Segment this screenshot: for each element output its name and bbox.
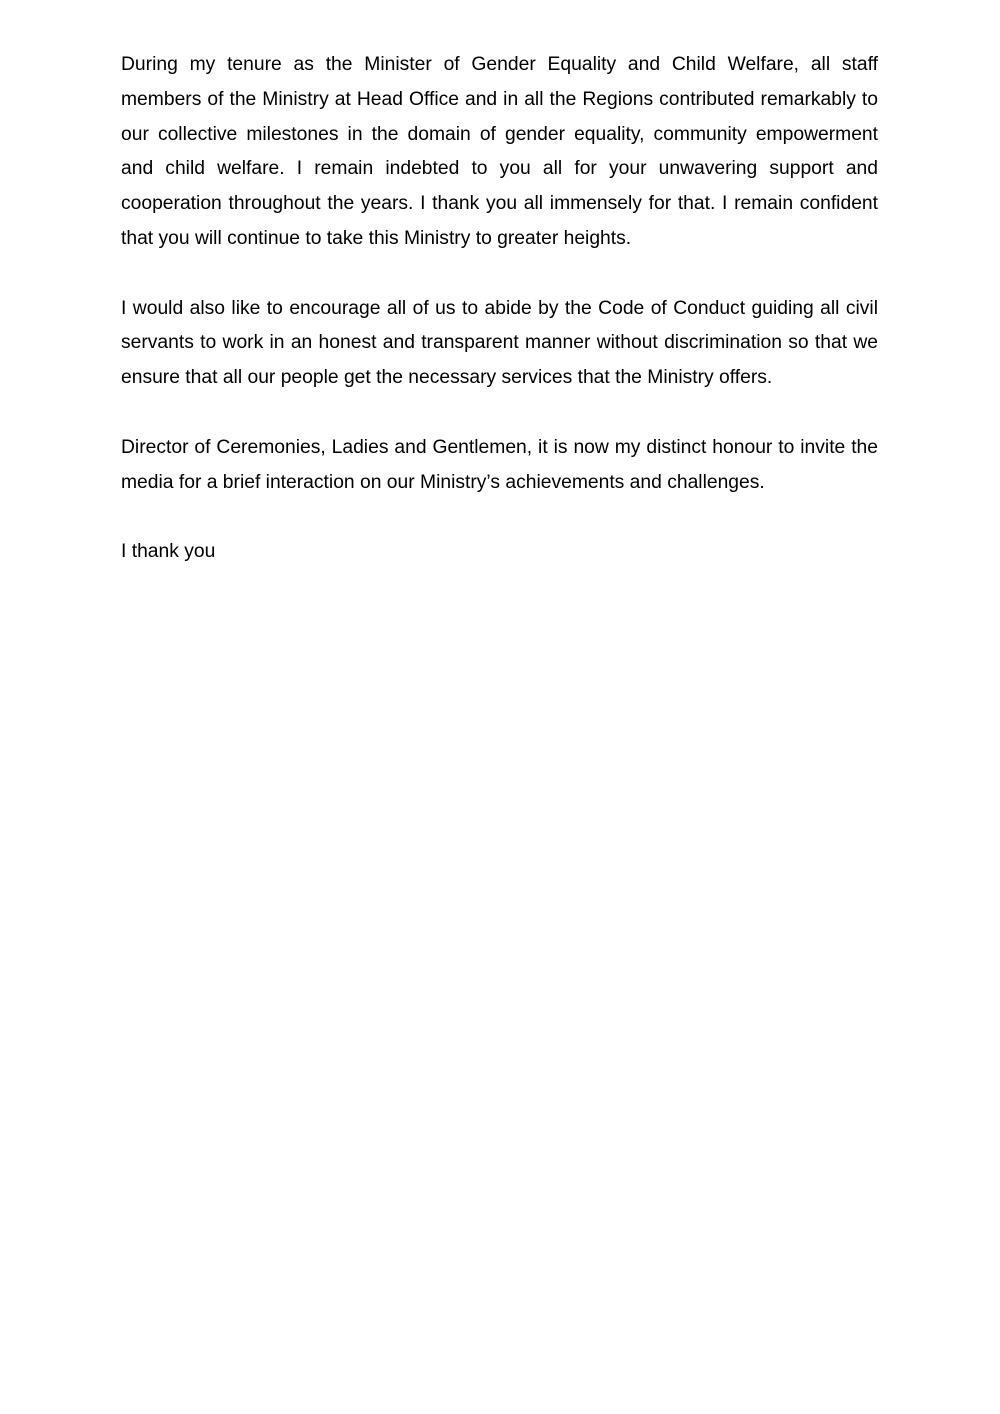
closing-remark: I thank you xyxy=(121,541,216,563)
paragraph-media-invitation: Director of Ceremonies, Ladies and Gentlemen, it is now my distinct honour to invite the media for a brief interaction on our Ministry’s achievements and challenges. xyxy=(121,436,878,493)
paragraph-staff-acknowledgement: During my tenure as the Minister of Gender Equality and Child Welfare, all staff members of the Ministry at Head Office and in all the Regions contributed remarkably to our collective milestones in the domain of gender equality, community empowerment and child welfare. I remain indebted to you all for your unwavering support and cooperation throughout the years. I thank you all immensely for that. I remain confident that you will continue to take this Ministry to greater heights. xyxy=(121,54,878,249)
document-body xyxy=(121,48,878,570)
paragraph-code-of-conduct: I would also like to encourage all of us to abide by the Code of Conduct guiding all civil servants to work in an honest and transparent manner without discrimination so that we ensure that all our people get the necessary services that the Ministry offers. xyxy=(121,297,878,389)
